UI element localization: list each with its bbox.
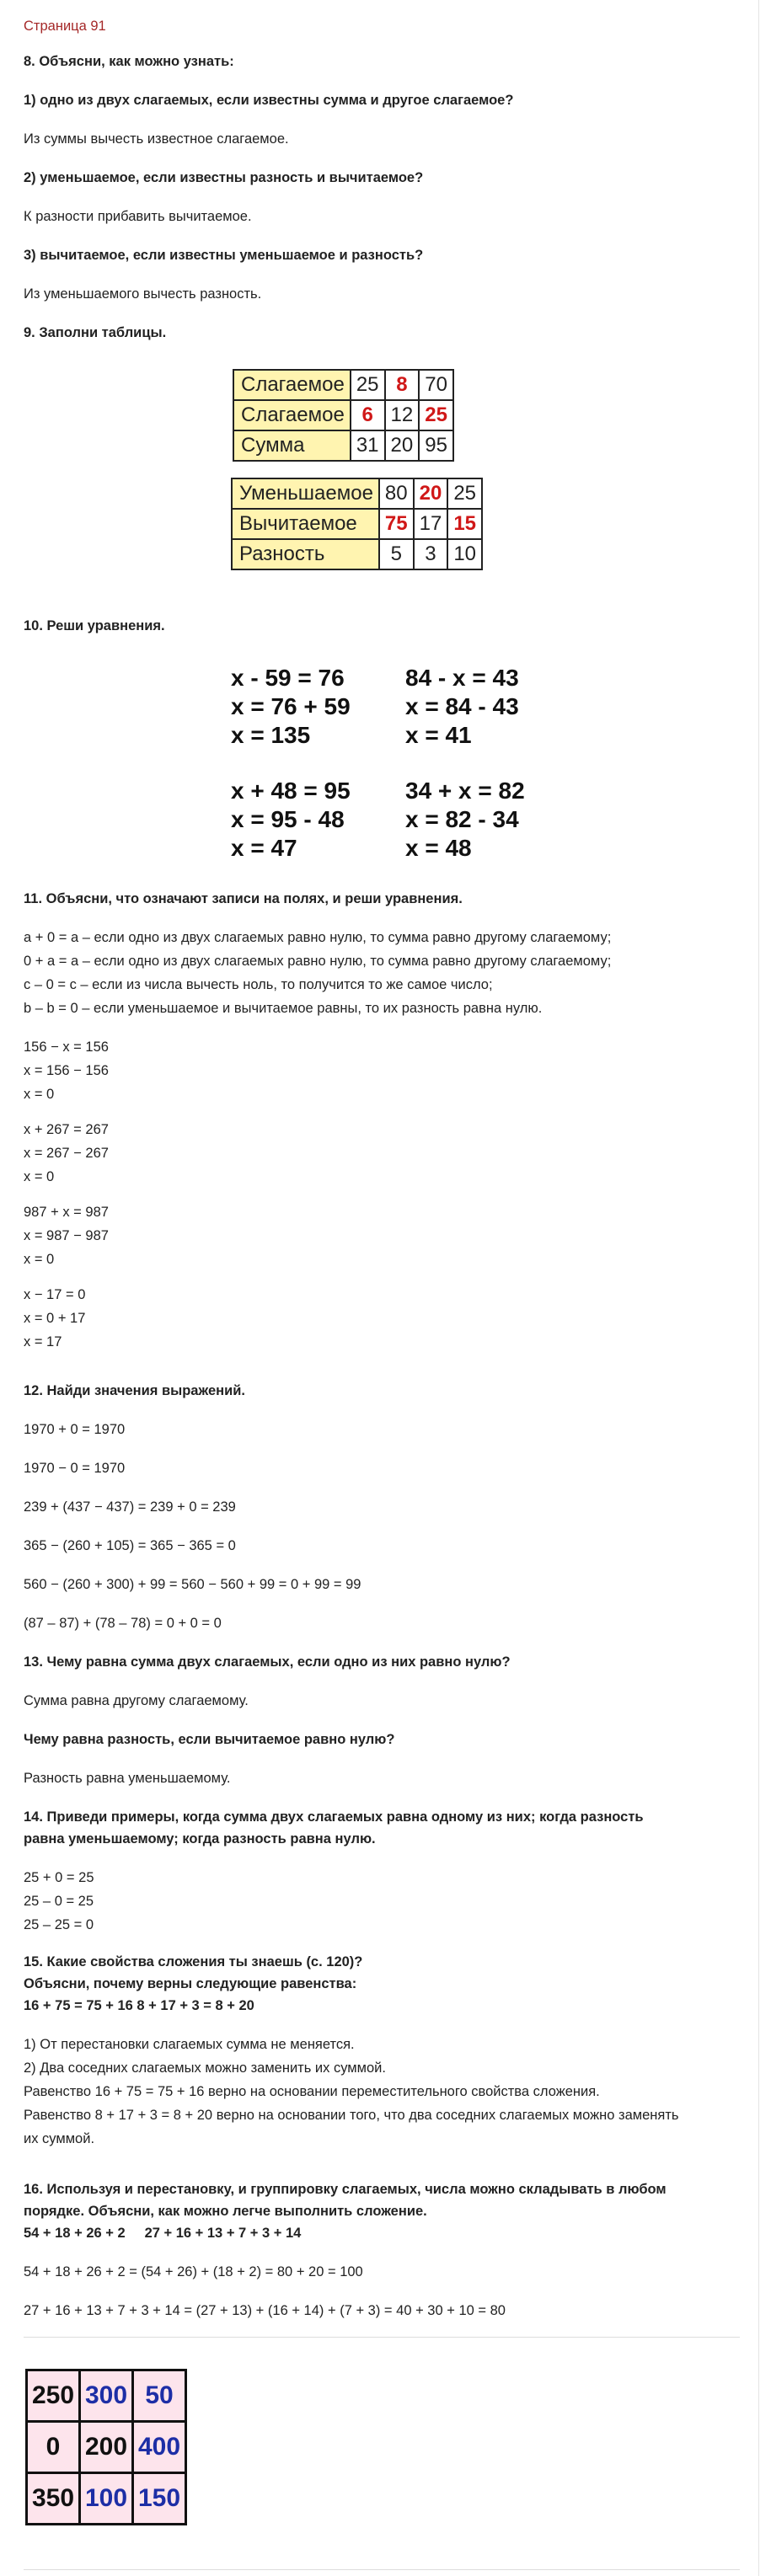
subtraction-table (231, 478, 483, 570)
page-title: Страница 91 (24, 19, 106, 34)
solution-line: 987 + x = 987 (24, 1205, 109, 1220)
equation-line: x = 84 - 43 (405, 693, 519, 719)
q16-expressions: 54 + 18 + 26 + 2 27 + 16 + 13 + 7 + 3 + 14 (24, 2226, 302, 2241)
table-cell: 25 (447, 478, 482, 509)
table-cell: 20 (414, 478, 448, 509)
row-label: Разность (232, 539, 379, 569)
table-cell: 31 (351, 430, 385, 461)
equation-line: x + 48 = 95 (231, 778, 351, 804)
expression-line: 1970 + 0 = 1970 (24, 1422, 126, 1437)
answer-line: 2) Два соседних слагаемых можно заменить их суммой. (24, 2060, 386, 2076)
q8-answer-2: К разности прибавить вычитаемое. (24, 209, 252, 224)
q15-subtitle: Объясни, почему верны следующие равенства: (24, 1976, 357, 1991)
grid-row (27, 2473, 186, 2525)
table-cell: 25 (419, 400, 453, 430)
expression-line: 1970 − 0 = 1970 (24, 1461, 126, 1476)
table-cell: 8 (385, 370, 420, 400)
q13-answer-2: Разность равна уменьшаемому. (24, 1771, 231, 1786)
q10-title: 10. Реши уравнения. (24, 618, 165, 633)
example-line: 25 – 0 = 25 (24, 1894, 94, 1909)
grid-cell: 200 (80, 2422, 133, 2473)
row-label: Слагаемое (233, 400, 351, 430)
table-cell: 70 (419, 370, 453, 400)
rule-line: c – 0 = c – если из числа вычесть ноль, то получится то же самое число; (24, 977, 493, 992)
table-cell: 75 (379, 509, 414, 539)
q15-title: 15. Какие свойства сложения ты знаешь (с. 120)? (24, 1954, 363, 1969)
solution-line: x = 0 + 17 (24, 1311, 86, 1326)
equation-line: x = 76 + 59 (231, 693, 351, 719)
table-row (233, 430, 453, 461)
q16-title: 16. Используя и перестановку, и группировку слагаемых, числа можно складывать в любом (24, 2182, 667, 2197)
row-label: Слагаемое (233, 370, 351, 400)
row-label: Сумма (233, 430, 351, 461)
q8-question-1: 1) одно из двух слагаемых, если известны сумма и другое слагаемое? (24, 93, 514, 108)
expression-line: 239 + (437 − 437) = 239 + 0 = 239 (24, 1499, 236, 1515)
equation-line: x = 95 - 48 (231, 806, 345, 832)
page-border (758, 0, 759, 2576)
solution-line: x + 267 = 267 (24, 1122, 109, 1137)
q14-title-cont: равна уменьшаемому; когда разность равна нулю. (24, 1831, 376, 1846)
equation-line: x = 41 (405, 722, 472, 748)
q11-title: 11. Объясни, что означают записи на полях, и реши уравнения. (24, 891, 463, 906)
solution-line: 54 + 18 + 26 + 2 = (54 + 26) + (18 + 2) = 80 + 20 = 100 (24, 2264, 363, 2279)
q8-answer-3: Из уменьшаемого вычесть разность. (24, 286, 262, 302)
table-cell: 3 (414, 539, 448, 569)
grid-row (27, 2422, 186, 2473)
table-row (232, 478, 482, 509)
table-cell: 25 (351, 370, 385, 400)
q16-title-cont: порядке. Объясни, как можно легче выполнить сложение. (24, 2204, 427, 2219)
grid-cell: 100 (80, 2473, 133, 2525)
q8-title: 8. Объясни, как можно узнать: (24, 54, 234, 69)
grid-cell: 300 (80, 2370, 133, 2422)
table-cell: 95 (419, 430, 453, 461)
table-row (233, 370, 453, 400)
solution-line: x − 17 = 0 (24, 1287, 86, 1302)
solution-line: x = 156 − 156 (24, 1063, 109, 1078)
example-line: 25 – 25 = 0 (24, 1917, 94, 1932)
row-label: Уменьшаемое (232, 478, 379, 509)
magic-square (25, 2369, 187, 2525)
grid-cell: 0 (27, 2422, 80, 2473)
q14-title: 14. Приведи примеры, когда сумма двух слагаемых равна одному из них; когда разность (24, 1809, 644, 1825)
table-cell: 5 (379, 539, 414, 569)
row-label: Вычитаемое (232, 509, 379, 539)
grid-cell: 150 (133, 2473, 186, 2525)
rule-line: b – b = 0 – если уменьшаемое и вычитаемое равны, то их разность равна нулю. (24, 1001, 543, 1016)
expression-line: 365 − (260 + 105) = 365 − 365 = 0 (24, 1538, 236, 1553)
table-row (232, 539, 482, 569)
table-row (233, 400, 453, 430)
grid-cell: 50 (133, 2370, 186, 2422)
table-cell: 20 (385, 430, 420, 461)
equation-line: 34 + x = 82 (405, 778, 525, 804)
q15-equalities: 16 + 75 = 75 + 16 8 + 17 + 3 = 8 + 20 (24, 1998, 254, 2013)
q13-question-2: Чему равна разность, если вычитаемое равно нулю? (24, 1732, 395, 1747)
answer-line: их суммой. (24, 2131, 95, 2146)
answer-line: Равенство 16 + 75 = 75 + 16 верно на основании переместительного свойства сложения. (24, 2084, 600, 2099)
solution-line: 156 − x = 156 (24, 1039, 109, 1055)
equation-line: x = 135 (231, 722, 311, 748)
answer-line: Равенство 8 + 17 + 3 = 8 + 20 верно на основании того, что два соседних слагаемых можно заменять (24, 2108, 679, 2123)
solution-line: x = 0 (24, 1087, 55, 1102)
table-cell: 80 (379, 478, 414, 509)
q9-title: 9. Заполни таблицы. (24, 325, 167, 340)
table-cell: 17 (414, 509, 448, 539)
grid-cell: 350 (27, 2473, 80, 2525)
grid-row (27, 2370, 186, 2422)
q8-question-3: 3) вычитаемое, если известны уменьшаемое и разность? (24, 248, 424, 263)
table-row (232, 509, 482, 539)
equation-line: 84 - x = 43 (405, 665, 519, 691)
q8-answer-1: Из суммы вычесть известное слагаемое. (24, 131, 289, 147)
q13-title: 13. Чему равна сумма двух слагаемых, если одно из них равно нулю? (24, 1654, 511, 1670)
table-cell: 12 (385, 400, 420, 430)
answer-line: 1) От перестановки слагаемых сумма не меняется. (24, 2037, 355, 2052)
equation-line: x = 82 - 34 (405, 806, 519, 832)
equation-line: x = 47 (231, 835, 297, 861)
addition-table (233, 369, 454, 462)
q12-title: 12. Найди значения выражений. (24, 1383, 245, 1398)
solution-line: x = 987 − 987 (24, 1228, 109, 1243)
rule-line: 0 + a = a – если одно из двух слагаемых равно нулю, то сумма равно другому слагаемому; (24, 954, 612, 969)
grid-cell: 400 (133, 2422, 186, 2473)
solution-line: 27 + 16 + 13 + 7 + 3 + 14 = (27 + 13) + (16 + 14) + (7 + 3) = 40 + 30 + 10 = 80 (24, 2303, 506, 2318)
expression-line: 560 − (260 + 300) + 99 = 560 − 560 + 99 = 0 + 99 = 99 (24, 1577, 361, 1592)
grid-cell: 250 (27, 2370, 80, 2422)
solution-line: x = 0 (24, 1252, 55, 1267)
solution-line: x = 0 (24, 1169, 55, 1184)
example-line: 25 + 0 = 25 (24, 1870, 94, 1885)
table-cell: 10 (447, 539, 482, 569)
q8-question-2: 2) уменьшаемое, если известны разность и вычитаемое? (24, 170, 424, 185)
table-cell: 15 (447, 509, 482, 539)
table-cell: 6 (351, 400, 385, 430)
equation-line: x = 48 (405, 835, 472, 861)
equation-line: x - 59 = 76 (231, 665, 345, 691)
expression-line: (87 – 87) + (78 – 78) = 0 + 0 = 0 (24, 1616, 222, 1631)
solution-line: x = 267 − 267 (24, 1146, 109, 1161)
divider (24, 2337, 740, 2338)
rule-line: a + 0 = a – если одно из двух слагаемых равно нулю, то сумма равно другому слагаемому; (24, 930, 612, 945)
divider (24, 2569, 740, 2570)
solution-line: x = 17 (24, 1334, 62, 1349)
q13-answer-1: Сумма равна другому слагаемому. (24, 1693, 249, 1708)
